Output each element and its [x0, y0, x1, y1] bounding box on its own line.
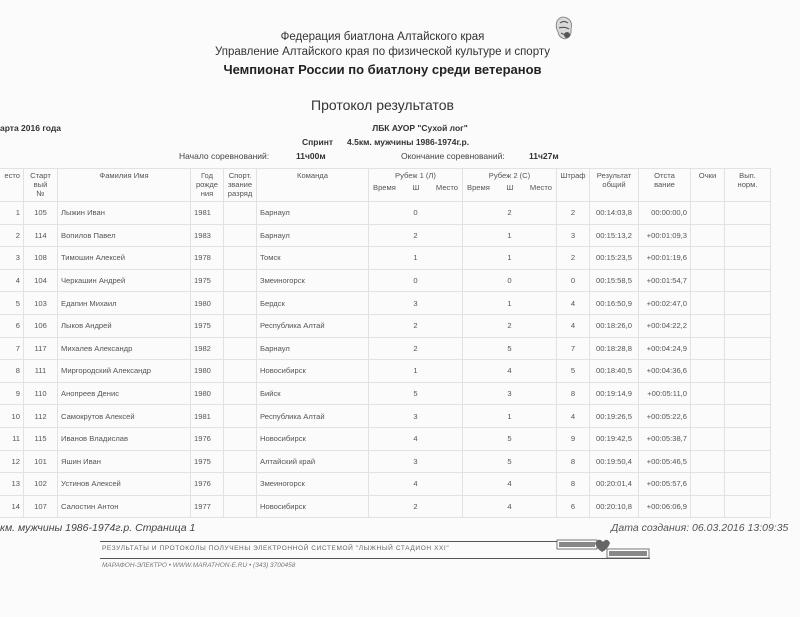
place-cell: 8 — [0, 360, 24, 383]
col-norm: Вып. норм. — [725, 169, 771, 202]
points-cell — [691, 427, 725, 450]
range1-cell: 0 — [369, 269, 463, 292]
name-cell: Иванов Владислав — [58, 427, 191, 450]
norm-cell — [725, 337, 771, 360]
gap-cell: +00:05:38,7 — [639, 427, 691, 450]
range1-cell: 3 — [369, 292, 463, 315]
year-cell: 1978 — [191, 247, 224, 270]
place-cell: 5 — [0, 292, 24, 315]
norm-cell — [725, 314, 771, 337]
norm-cell — [725, 247, 771, 270]
col-place: есто — [0, 169, 24, 202]
col-year: Год рожде ния — [191, 169, 224, 202]
end-label: Окончание соревнований: — [401, 151, 505, 161]
page-info: км. мужчины 1986-1974г.р. Страница 1 — [0, 522, 196, 534]
range2-shots-label: Ш — [506, 183, 514, 192]
table-row — [0, 427, 771, 450]
norm-cell — [725, 427, 771, 450]
range2-cell: 5 — [463, 450, 557, 473]
name-cell: Тимошин Алексей — [58, 247, 191, 270]
col-bib: Старт вый № — [24, 169, 58, 202]
table-row — [0, 224, 771, 247]
place-cell: 9 — [0, 382, 24, 405]
creation-date: Дата создания: 06.03.2016 13:09:35 — [611, 522, 789, 534]
range2-cell: 3 — [463, 382, 557, 405]
contact-line: МАРАФОН-ЭЛЕКТРО • WWW.MARATHON-E.RU • (343) 3700458 — [102, 562, 296, 569]
year-cell: 1976 — [191, 427, 224, 450]
norm-cell — [725, 382, 771, 405]
name-cell: Лыжин Иван — [58, 202, 191, 225]
result-cell: 00:14:03,8 — [590, 202, 639, 225]
points-cell — [691, 450, 725, 473]
col-range1: Рубеж 1 (Л) Время Ш Место — [369, 169, 463, 202]
result-cell: 00:19:50,4 — [590, 450, 639, 473]
table-row — [0, 495, 771, 518]
range1-cell: 2 — [369, 495, 463, 518]
range2-cell: 5 — [463, 337, 557, 360]
gap-cell: +00:01:54,7 — [639, 269, 691, 292]
table-row — [0, 382, 771, 405]
result-cell: 00:19:26,5 — [590, 405, 639, 428]
points-cell — [691, 473, 725, 496]
year-cell: 1975 — [191, 314, 224, 337]
team-cell: Республика Алтай — [257, 405, 369, 428]
col-result: Результат общий — [590, 169, 639, 202]
championship-title: Чемпионат России по биатлону среди ветеранов — [223, 62, 542, 77]
bib-cell: 107 — [24, 495, 58, 518]
col-range2: Рубеж 2 (С) Время Ш Место — [463, 169, 557, 202]
place-cell: 10 — [0, 405, 24, 428]
range2-cell: 1 — [463, 247, 557, 270]
range1-cell: 2 — [369, 314, 463, 337]
range1-cell: 2 — [369, 337, 463, 360]
rank-cell — [224, 337, 257, 360]
team-cell: Новосибирск — [257, 427, 369, 450]
range1-shots-label: Ш — [412, 183, 420, 192]
penalty-cell: 4 — [557, 314, 590, 337]
col-gap: Отста вание — [639, 169, 691, 202]
range2-cell: 1 — [463, 292, 557, 315]
team-cell: Республика Алтай — [257, 314, 369, 337]
points-cell — [691, 224, 725, 247]
team-cell: Змеиногорск — [257, 473, 369, 496]
points-cell — [691, 269, 725, 292]
gap-cell: +00:06:06,9 — [639, 495, 691, 518]
team-cell: Барнаул — [257, 202, 369, 225]
protocol-title: Протокол результатов — [311, 97, 454, 113]
bib-cell: 105 — [24, 202, 58, 225]
penalty-cell: 8 — [557, 473, 590, 496]
gap-cell: +00:05:22,6 — [639, 405, 691, 428]
bib-cell: 103 — [24, 292, 58, 315]
place-cell: 3 — [0, 247, 24, 270]
name-cell: Устинов Алексей — [58, 473, 191, 496]
bib-cell: 110 — [24, 382, 58, 405]
name-cell: Анопреев Денис — [58, 382, 191, 405]
result-cell: 00:15:23,5 — [590, 247, 639, 270]
range2-cell: 2 — [463, 314, 557, 337]
rank-cell — [224, 427, 257, 450]
result-cell: 00:16:50,9 — [590, 292, 639, 315]
footer-divider-top — [100, 541, 560, 542]
team-cell: Бердск — [257, 292, 369, 315]
name-cell: Лыков Андрей — [58, 314, 191, 337]
bib-cell: 108 — [24, 247, 58, 270]
penalty-cell: 9 — [557, 427, 590, 450]
range1-cell: 4 — [369, 427, 463, 450]
result-cell: 00:19:14,9 — [590, 382, 639, 405]
year-cell: 1975 — [191, 269, 224, 292]
range2-cell: 1 — [463, 405, 557, 428]
venue: ЛБК АУОР "Сухой лог" — [372, 123, 468, 133]
rank-cell — [224, 382, 257, 405]
rank-cell — [224, 247, 257, 270]
end-time: 11ч27м — [529, 151, 559, 161]
penalty-cell: 5 — [557, 360, 590, 383]
table-row — [0, 202, 771, 225]
team-cell: Новосибирск — [257, 360, 369, 383]
gap-cell: +00:04:24,9 — [639, 337, 691, 360]
start-time: 11ч00м — [296, 151, 326, 161]
range1-place-label: Место — [435, 183, 458, 192]
rank-cell — [224, 314, 257, 337]
points-cell — [691, 495, 725, 518]
rank-cell — [224, 269, 257, 292]
name-cell: Яшин Иван — [58, 450, 191, 473]
gap-cell: +00:01:19,6 — [639, 247, 691, 270]
name-cell: Вопилов Павел — [58, 224, 191, 247]
place-cell: 13 — [0, 473, 24, 496]
year-cell: 1976 — [191, 473, 224, 496]
table-row — [0, 360, 771, 383]
norm-cell — [725, 450, 771, 473]
place-cell: 6 — [0, 314, 24, 337]
marathon-electro-logo-icon — [555, 537, 655, 561]
year-cell: 1983 — [191, 224, 224, 247]
gap-cell: +00:04:22,2 — [639, 314, 691, 337]
range2-place-label: Место — [529, 183, 552, 192]
rank-cell — [224, 292, 257, 315]
table-header-row — [0, 169, 771, 202]
race-type: Спринт — [302, 137, 333, 147]
bib-cell: 104 — [24, 269, 58, 292]
result-cell: 00:19:42,5 — [590, 427, 639, 450]
race-category: 4.5км. мужчины 1986-1974г.р. — [347, 137, 470, 147]
system-credit: РЕЗУЛЬТАТЫ И ПРОТОКОЛЫ ПОЛУЧЕНЫ ЭЛЕКТРОННОЙ СИСТЕМОЙ "ЛЫЖНЫЙ СТАДИОН XXI" — [102, 545, 450, 552]
bib-cell: 117 — [24, 337, 58, 360]
bib-cell: 102 — [24, 473, 58, 496]
place-cell: 4 — [0, 269, 24, 292]
name-cell: Черкашин Андрей — [58, 269, 191, 292]
table-row — [0, 314, 771, 337]
norm-cell — [725, 292, 771, 315]
range1-cell: 3 — [369, 450, 463, 473]
federation-emblem-icon — [553, 15, 575, 41]
points-cell — [691, 247, 725, 270]
place-cell: 14 — [0, 495, 24, 518]
place-cell: 1 — [0, 202, 24, 225]
range2-cell: 0 — [463, 269, 557, 292]
range1-cell: 1 — [369, 360, 463, 383]
name-cell: Миргородский Александр — [58, 360, 191, 383]
range1-cell: 4 — [369, 473, 463, 496]
norm-cell — [725, 495, 771, 518]
points-cell — [691, 337, 725, 360]
result-cell: 00:15:13,2 — [590, 224, 639, 247]
year-cell: 1981 — [191, 202, 224, 225]
team-cell: Бийск — [257, 382, 369, 405]
points-cell — [691, 382, 725, 405]
place-cell: 11 — [0, 427, 24, 450]
penalty-cell: 0 — [557, 269, 590, 292]
gap-cell: +00:05:46,5 — [639, 450, 691, 473]
range1-time-label: Время — [373, 183, 396, 192]
penalty-cell: 3 — [557, 224, 590, 247]
results-table — [0, 168, 771, 518]
bib-cell: 112 — [24, 405, 58, 428]
norm-cell — [725, 360, 771, 383]
table-row — [0, 269, 771, 292]
year-cell: 1980 — [191, 360, 224, 383]
team-cell: Барнаул — [257, 224, 369, 247]
penalty-cell: 2 — [557, 247, 590, 270]
bib-cell: 111 — [24, 360, 58, 383]
team-cell: Алтайский край — [257, 450, 369, 473]
range1-cell: 5 — [369, 382, 463, 405]
result-cell: 00:20:10,8 — [590, 495, 639, 518]
team-cell: Барнаул — [257, 337, 369, 360]
federation-title: Федерация биатлона Алтайского края — [280, 31, 485, 43]
col-rank: Спорт. звание разряд — [224, 169, 257, 202]
result-cell: 00:20:01,4 — [590, 473, 639, 496]
norm-cell — [725, 473, 771, 496]
result-cell: 00:15:58,5 — [590, 269, 639, 292]
points-cell — [691, 314, 725, 337]
col-name: Фамилия Имя — [58, 169, 191, 202]
rank-cell — [224, 495, 257, 518]
bib-cell: 106 — [24, 314, 58, 337]
norm-cell — [725, 202, 771, 225]
result-cell: 00:18:28,8 — [590, 337, 639, 360]
rank-cell — [224, 224, 257, 247]
penalty-cell: 8 — [557, 382, 590, 405]
start-label: Начало соревнований: — [179, 151, 270, 161]
col-points: Очки — [691, 169, 725, 202]
year-cell: 1977 — [191, 495, 224, 518]
range2-cell: 2 — [463, 202, 557, 225]
range2-time-label: Время — [467, 183, 490, 192]
place-cell: 7 — [0, 337, 24, 360]
competition-date: арта 2016 года — [0, 123, 61, 133]
bib-cell: 101 — [24, 450, 58, 473]
year-cell: 1981 — [191, 405, 224, 428]
table-row — [0, 405, 771, 428]
range1-cell: 2 — [369, 224, 463, 247]
norm-cell — [725, 269, 771, 292]
gap-cell: +00:02:47,0 — [639, 292, 691, 315]
result-cell: 00:18:40,5 — [590, 360, 639, 383]
penalty-cell: 2 — [557, 202, 590, 225]
gap-cell: +00:04:36,6 — [639, 360, 691, 383]
norm-cell — [725, 224, 771, 247]
col-penalty: Штраф — [557, 169, 590, 202]
range2-cell: 4 — [463, 360, 557, 383]
bib-cell: 115 — [24, 427, 58, 450]
rank-cell — [224, 360, 257, 383]
name-cell: Едапин Михаил — [58, 292, 191, 315]
norm-cell — [725, 405, 771, 428]
bib-cell: 114 — [24, 224, 58, 247]
points-cell — [691, 292, 725, 315]
table-row — [0, 473, 771, 496]
penalty-cell: 4 — [557, 405, 590, 428]
year-cell: 1975 — [191, 450, 224, 473]
range2-cell: 1 — [463, 224, 557, 247]
department-title: Управление Алтайского края по физической культуре и спорту — [214, 46, 550, 58]
team-cell: Змеиногорск — [257, 269, 369, 292]
year-cell: 1982 — [191, 337, 224, 360]
penalty-cell: 7 — [557, 337, 590, 360]
range2-cell: 4 — [463, 473, 557, 496]
team-cell: Новосибирск — [257, 495, 369, 518]
name-cell: Салостин Антон — [58, 495, 191, 518]
place-cell: 12 — [0, 450, 24, 473]
points-cell — [691, 405, 725, 428]
gap-cell: +00:01:09,3 — [639, 224, 691, 247]
year-cell: 1980 — [191, 292, 224, 315]
table-row — [0, 247, 771, 270]
gap-cell: 00:00:00,0 — [639, 202, 691, 225]
points-cell — [691, 202, 725, 225]
rank-cell — [224, 473, 257, 496]
place-cell: 2 — [0, 224, 24, 247]
points-cell — [691, 360, 725, 383]
rank-cell — [224, 202, 257, 225]
table-row — [0, 450, 771, 473]
range1-cell: 1 — [369, 247, 463, 270]
table-row — [0, 292, 771, 315]
range1-cell: 0 — [369, 202, 463, 225]
penalty-cell: 8 — [557, 450, 590, 473]
gap-cell: +00:05:11,0 — [639, 382, 691, 405]
rank-cell — [224, 450, 257, 473]
year-cell: 1980 — [191, 382, 224, 405]
team-cell: Томск — [257, 247, 369, 270]
col-team: Команда — [257, 169, 369, 202]
rank-cell — [224, 405, 257, 428]
result-cell: 00:18:26,0 — [590, 314, 639, 337]
range1-cell: 3 — [369, 405, 463, 428]
name-cell: Михалев Александр — [58, 337, 191, 360]
name-cell: Самокрутов Алексей — [58, 405, 191, 428]
range2-cell: 4 — [463, 495, 557, 518]
penalty-cell: 6 — [557, 495, 590, 518]
table-row — [0, 337, 771, 360]
range2-cell: 5 — [463, 427, 557, 450]
penalty-cell: 4 — [557, 292, 590, 315]
gap-cell: +00:05:57,6 — [639, 473, 691, 496]
